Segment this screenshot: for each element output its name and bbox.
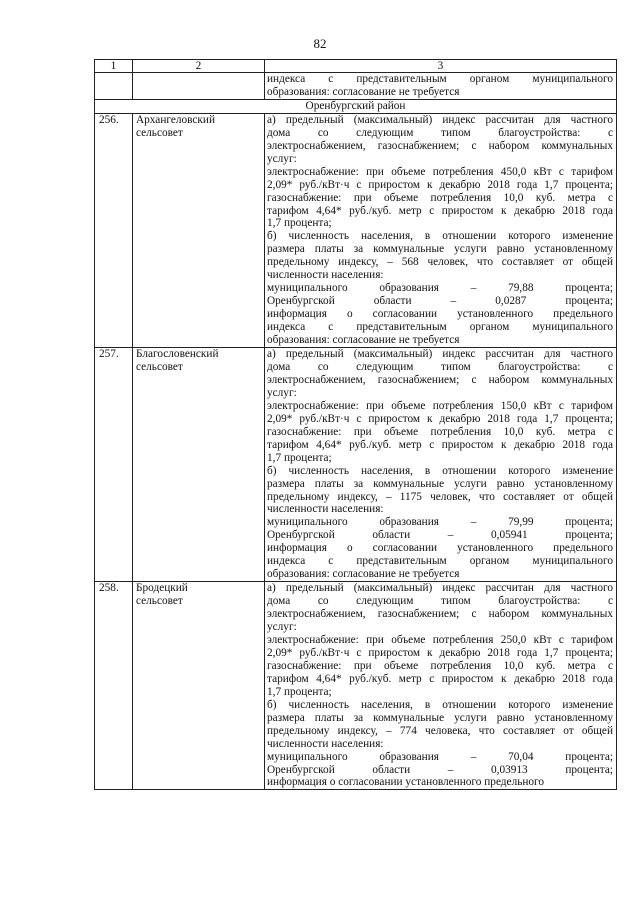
table-row bbox=[95, 582, 617, 790]
continuation-row bbox=[95, 73, 617, 100]
text-line: информация о согласовании установленного предельного bbox=[267, 542, 613, 555]
municipality-name-line: Благословенский bbox=[136, 348, 219, 361]
index-description bbox=[265, 582, 617, 790]
table-row bbox=[95, 348, 617, 582]
text-line: а) предельный (максимальный) индекс рассчитан для частного bbox=[267, 348, 613, 361]
text-line: индекса с представительным органом муниципального bbox=[267, 73, 613, 85]
row-number: 256. bbox=[95, 113, 133, 347]
index-description bbox=[265, 113, 617, 347]
section-title: Оренбургский район bbox=[95, 99, 617, 113]
text-line: услуг: bbox=[267, 152, 297, 165]
column-header-1: 1 bbox=[95, 60, 133, 73]
text-line: газоснабжение: при объеме потребления 10,0 куб. метра с bbox=[267, 191, 613, 204]
text-line: б) численность населения, в отношении которого изменение bbox=[267, 464, 613, 477]
section-row bbox=[95, 99, 617, 113]
table-row bbox=[95, 113, 617, 347]
text-line: 1,7 процента; bbox=[267, 685, 332, 698]
text-line: Оренбургской области – 0,0287 процента; bbox=[267, 295, 613, 308]
text-line: б) численность населения, в отношении которого изменение bbox=[267, 230, 613, 243]
text-line: предельному индексу, – 1175 человек, что составляет от общей bbox=[267, 490, 613, 503]
text-line: размера платы за коммунальные услуги равно установленному bbox=[267, 477, 613, 490]
text-line: 2,09* руб./кВт·ч с приростом к декабрю 2018 года 1,7 процента; bbox=[267, 646, 613, 659]
text-line: 2,09* руб./кВт·ч с приростом к декабрю 2018 года 1,7 процента; bbox=[267, 412, 613, 425]
text-line: газоснабжение: при объеме потребления 10,0 куб. метра с bbox=[267, 659, 613, 672]
text-line: б) численность населения, в отношении которого изменение bbox=[267, 698, 613, 711]
row-number: 257. bbox=[95, 348, 133, 582]
text-line: тарифом 4,64* руб./куб. метр с приростом к декабрю 2018 года bbox=[267, 438, 613, 451]
column-header-row bbox=[95, 60, 617, 73]
text-line: а) предельный (максимальный) индекс рассчитан для частного bbox=[267, 582, 613, 595]
page-number: 82 bbox=[313, 36, 327, 51]
municipality-name-line: сельсовет bbox=[136, 360, 183, 373]
text-line: образования: согласование не требуется bbox=[267, 334, 460, 347]
text-line: а) предельный (максимальный) индекс рассчитан для частного bbox=[267, 113, 613, 126]
text-line: 1,7 процента; bbox=[267, 217, 332, 230]
text-line: тарифом 4,64* руб./куб. метр с приростом к декабрю 2018 года bbox=[267, 672, 613, 685]
text-line: численности населения: bbox=[267, 737, 384, 750]
index-description bbox=[265, 348, 617, 582]
text-line: электроснабжение: при объеме потребления 150,0 кВт с тарифом bbox=[267, 399, 613, 412]
column-header-2: 2 bbox=[133, 60, 265, 73]
text-line: дома со следующим типом благоустройства: с bbox=[267, 595, 613, 608]
index-table bbox=[94, 59, 617, 790]
text-line: образования: согласование не требуется bbox=[267, 85, 460, 98]
text-line: индекса с представительным органом муниципального bbox=[267, 555, 613, 568]
text-line: дома со следующим типом благоустройства: с bbox=[267, 126, 613, 139]
municipality-name bbox=[133, 582, 265, 790]
text-line: электроснабжением, газоснабжением; с набором коммунальных bbox=[267, 373, 613, 386]
text-line: предельному индексу, – 774 человека, что составляет от общей bbox=[267, 724, 613, 737]
text-line: предельному индексу, – 568 человек, что составляет от общей bbox=[267, 256, 613, 269]
text-line: тарифом 4,64* руб./куб. метр с приростом к декабрю 2018 года bbox=[267, 204, 613, 217]
municipality-name-line: сельсовет bbox=[136, 126, 183, 139]
text-line: муниципального образования – 79,99 процента; bbox=[267, 516, 613, 529]
row-number: 258. bbox=[95, 582, 133, 790]
text-line: индекса с представительным органом муниципального bbox=[267, 321, 613, 334]
text-line: информация о согласовании установленного предельного bbox=[267, 308, 613, 321]
text-line: электроснабжением, газоснабжением; с набором коммунальных bbox=[267, 139, 613, 152]
text-line: услуг: bbox=[267, 386, 297, 399]
text-line: Оренбургской области – 0,05941 процента; bbox=[267, 529, 613, 542]
text-line: 2,09* руб./кВт·ч с приростом к декабрю 2018 года 1,7 процента; bbox=[267, 178, 613, 191]
municipality-name-line: Архангеловский bbox=[136, 113, 216, 126]
text-line: размера платы за коммунальные услуги равно установленному bbox=[267, 711, 613, 724]
column-header-3: 3 bbox=[265, 60, 617, 73]
text-line: дома со следующим типом благоустройства: с bbox=[267, 360, 613, 373]
text-line: образования: согласование не требуется bbox=[267, 568, 460, 581]
municipality-name bbox=[133, 348, 265, 582]
text-line: численности населения: bbox=[267, 503, 384, 516]
municipality-name bbox=[133, 113, 265, 347]
text-line: муниципального образования – 79,88 процента; bbox=[267, 282, 613, 295]
text-line: информация о согласовании установленного предельного bbox=[267, 776, 545, 789]
municipality-name-line: Бродецкий bbox=[136, 582, 188, 595]
text-line: услуг: bbox=[267, 621, 297, 634]
text-line: размера платы за коммунальные услуги равно установленному bbox=[267, 243, 613, 256]
text-line: Оренбургской области – 0,03913 процента; bbox=[267, 763, 613, 776]
text-line: муниципального образования – 70,04 процента; bbox=[267, 750, 613, 763]
text-line: электроснабжение: при объеме потребления 250,0 кВт с тарифом bbox=[267, 633, 613, 646]
continuation-text bbox=[265, 73, 617, 100]
municipality-name-line: сельсовет bbox=[136, 595, 183, 608]
text-line: численности населения: bbox=[267, 269, 384, 282]
text-line: 1,7 процента; bbox=[267, 451, 332, 464]
text-line: газоснабжение: при объеме потребления 10,0 куб. метра с bbox=[267, 425, 613, 438]
text-line: электроснабжением, газоснабжением; с набором коммунальных bbox=[267, 608, 613, 621]
text-line: электроснабжение: при объеме потребления 450,0 кВт с тарифом bbox=[267, 165, 613, 178]
